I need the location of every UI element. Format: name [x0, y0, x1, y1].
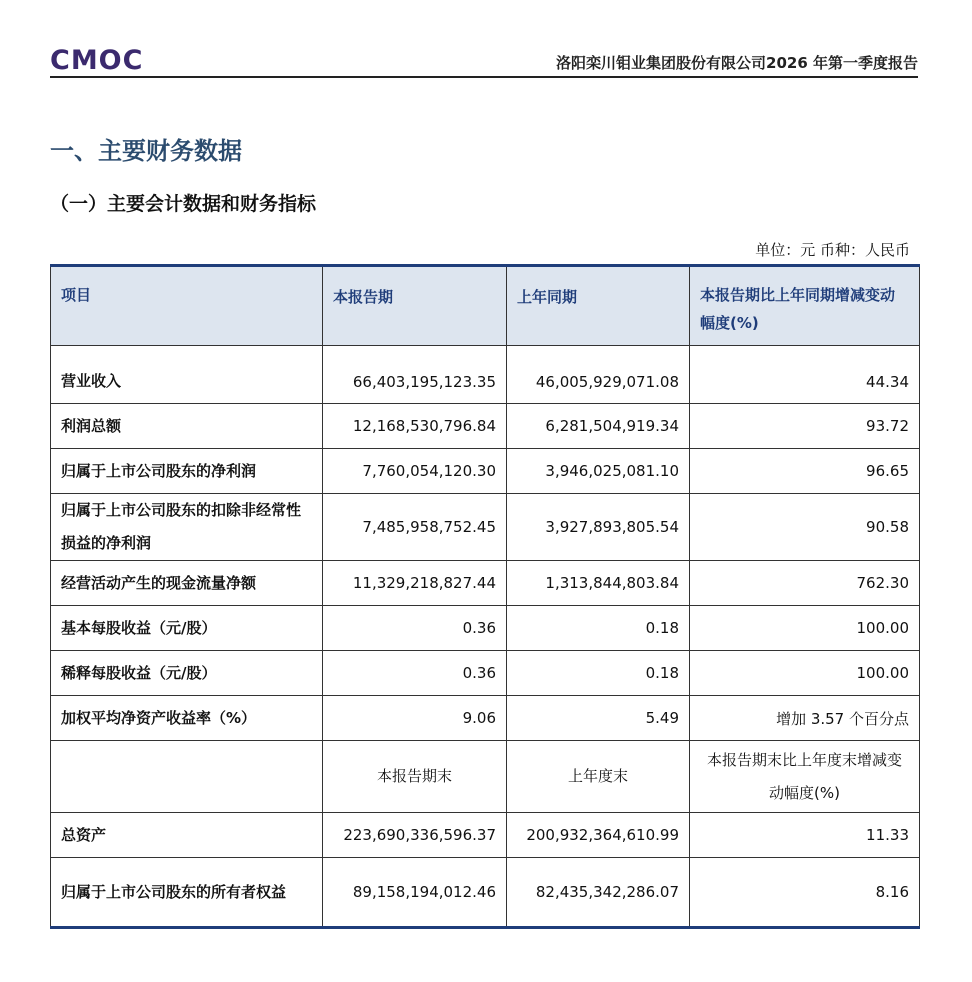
row-value: 100.00 [690, 651, 920, 696]
table-row [51, 651, 920, 696]
financial-data-table [50, 264, 920, 929]
unit-line: 单位：元 币种：人民币 [755, 241, 910, 259]
row-label: 归属于上市公司股东的净利润 [51, 449, 323, 494]
row-value: 82,435,342,286.07 [507, 858, 690, 928]
row-value: 3,927,893,805.54 [507, 494, 690, 561]
row-value: 90.58 [690, 494, 920, 561]
table-row [51, 696, 920, 741]
header-change-pct: 本报告期比上年同期增减变动幅度(%) [690, 266, 920, 346]
row-label: 总资产 [51, 813, 323, 858]
row-value: 7,485,958,752.45 [323, 494, 507, 561]
table-row [51, 404, 920, 449]
row-value: 762.30 [690, 561, 920, 606]
row-value: 0.18 [507, 651, 690, 696]
row-value: 12,168,530,796.84 [323, 404, 507, 449]
row-value: 7,760,054,120.30 [323, 449, 507, 494]
row-value: 223,690,336,596.37 [323, 813, 507, 858]
row-value: 200,932,364,610.99 [507, 813, 690, 858]
sub-title: （一）主要会计数据和财务指标 [50, 193, 317, 215]
row-label: 加权平均净资产收益率（%） [51, 696, 323, 741]
row-value: 93.72 [690, 404, 920, 449]
row-label: 利润总额 [51, 404, 323, 449]
subheader-period-end: 本报告期末 [323, 741, 507, 813]
row-value: 3,946,025,081.10 [507, 449, 690, 494]
row-value: 96.65 [690, 449, 920, 494]
row-value: 44.34 [690, 346, 920, 404]
row-value: 增加 3.57 个百分点 [690, 696, 920, 741]
table-row [51, 606, 920, 651]
table-row [51, 858, 920, 928]
row-label: 归属于上市公司股东的所有者权益 [51, 858, 323, 928]
row-label: 基本每股收益（元/股） [51, 606, 323, 651]
row-value: 0.36 [323, 651, 507, 696]
row-label: 稀释每股收益（元/股） [51, 651, 323, 696]
svg-text:CMOC: CMOC [50, 46, 144, 72]
cmoc-logo [50, 46, 160, 72]
row-value: 5.49 [507, 696, 690, 741]
page-header [50, 42, 918, 78]
row-value: 89,158,194,012.46 [323, 858, 507, 928]
header-current-period: 本报告期 [323, 266, 507, 346]
report-title: 洛阳栾川钼业集团股份有限公司2026 年第一季度报告 [556, 54, 918, 72]
table-header-row [51, 266, 920, 346]
row-value: 1,313,844,803.84 [507, 561, 690, 606]
subheader-empty [51, 741, 323, 813]
row-label: 归属于上市公司股东的扣除非经常性损益的净利润 [51, 494, 323, 561]
row-value: 46,005,929,071.08 [507, 346, 690, 404]
row-value: 11.33 [690, 813, 920, 858]
row-value: 9.06 [323, 696, 507, 741]
table-row [51, 561, 920, 606]
subheader-change-pct: 本报告期末比上年度末增减变动幅度(%) [690, 741, 920, 813]
row-value: 6,281,504,919.34 [507, 404, 690, 449]
table-row [51, 494, 920, 561]
header-prior-period: 上年同期 [507, 266, 690, 346]
row-label: 经营活动产生的现金流量净额 [51, 561, 323, 606]
subheader-prior-year-end: 上年度末 [507, 741, 690, 813]
section-title: 一、主要财务数据 [50, 137, 242, 165]
row-value: 8.16 [690, 858, 920, 928]
row-value: 0.18 [507, 606, 690, 651]
table-subheader-row [51, 741, 920, 813]
row-value: 11,329,218,827.44 [323, 561, 507, 606]
table-row [51, 449, 920, 494]
row-value: 100.00 [690, 606, 920, 651]
header-item: 项目 [51, 266, 323, 346]
table-row [51, 813, 920, 858]
table-row [51, 346, 920, 404]
row-label: 营业收入 [51, 346, 323, 404]
row-value: 0.36 [323, 606, 507, 651]
row-value: 66,403,195,123.35 [323, 346, 507, 404]
